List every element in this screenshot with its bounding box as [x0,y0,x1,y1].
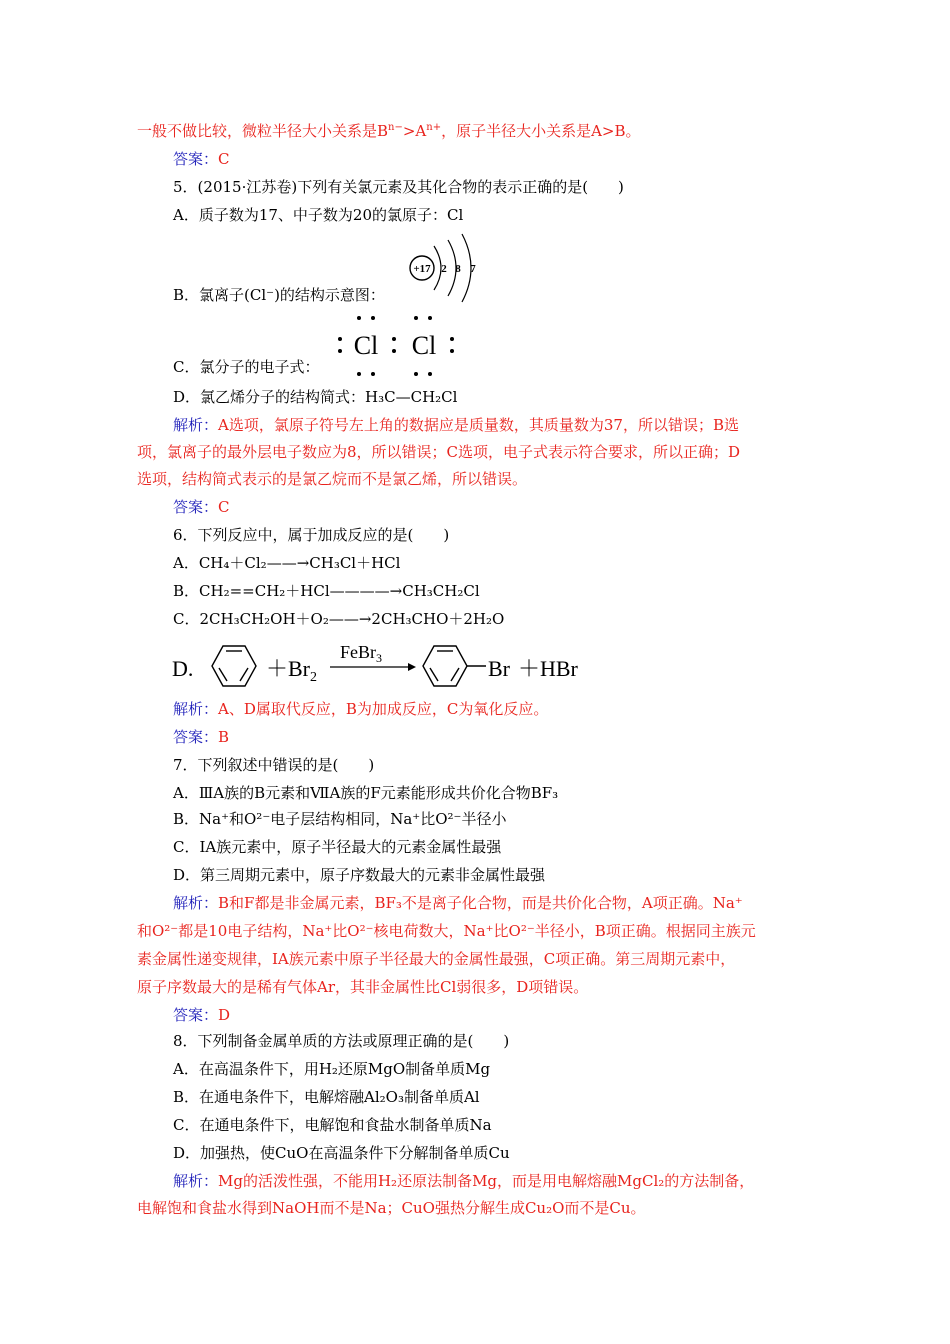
benzene-ring-reactant [212,646,256,686]
shell-2-electrons: 8 [455,263,461,275]
explanation-5-line-3: 选项，结构简式表示的是氯乙烷而不是氯乙烯，所以错误。 [137,470,528,488]
q6-option-a: A．CH₄＋Cl₂——→CH₃Cl＋HCl [173,554,401,572]
explanation-8: 解析：Mg的活泼性强，不能用H₂还原法制备Mg，而是用电解熔融MgCl₂的方法制备， [173,1172,755,1190]
shell-1-electrons: 2 [441,263,447,275]
answer-7: 答案：D [173,1006,231,1024]
shell-3-electrons: 7 [470,263,476,275]
q5-stem: 5．(2015·江苏卷)下列有关氯元素及其化合物的表示正确的是( ) [173,178,624,196]
q5-option-d: D．氯乙烯分子的结构简式：H₃C—CH₂Cl [173,388,458,406]
q7-option-b: B．Na⁺和O²⁻电子层结构相同，Na⁺比O²⁻半径小 [173,810,507,828]
answer-4: 答案：C [173,150,230,168]
explanation-7-line-4: 原子序数最大的是稀有气体Ar，其非金属性比Cl弱很多，D项错误。 [137,978,589,996]
explanation-continuation: 一般不做比较，微粒半径大小关系是$B^{n-}>A^{n+}$，原子半径大小关系是A>B。 [137,122,641,140]
nucleus-charge: +17 [413,263,431,275]
explanation-7-line-2: 和O²⁻都是10电子结构，Na⁺比O²⁻核电荷数大，Na⁺比O²⁻半径小，B项正确。根据同主族元 [137,922,756,940]
plus-hbr: ＋HBr [518,656,578,681]
q8-option-a: A．在高温条件下，用H₂还原MgO制备单质Mg [173,1060,491,1078]
explanation-5: 解析：A选项，氯原子符号左上角的数据应是质量数，其质量数为37，所以错误；B选 [173,416,739,434]
answer-6: 答案：B [173,728,230,746]
q7-option-a: A．ⅢA族的B元素和ⅦA族的F元素能形成共价化合物BF₃ [173,784,559,802]
cl-atom-right: Cl [411,331,437,360]
q5-option-a: A．质子数为17、中子数为20的氯原子：Cl [173,206,464,224]
answer-5: 答案：C [173,498,230,516]
q8-option-d: D．加强热，使CuO在高温条件下分解制备单质Cu [173,1144,510,1162]
plus-br2: $+Br_2$ [266,656,318,685]
shell-arc-1 [434,246,441,290]
q5-option-c: C．氯分子的电子式： [173,358,320,376]
reaction-arrowhead [408,663,416,671]
catalyst-febr3: FeBr$_3$ [340,642,382,665]
q8-option-b: B．在通电条件下，电解熔融Al₂O₃制备单质Al [173,1088,480,1106]
chlorine-electron-dot-formula [328,312,468,384]
explanation-6: 解析：A、D属取代反应，B为加成反应，C为氧化反应。 [173,700,549,718]
q6-option-b: B．CH₂==CH₂＋HCl————→CH₃CH₂Cl [173,582,480,600]
benzene-ring-product [423,646,486,686]
q8-stem: 8．下列制备金属单质的方法或原理正确的是( ) [173,1032,510,1050]
explanation-5-line-2: 项，氯离子的最外层电子数应为8，所以错误；C选项，电子式表示符合要求，所以正确；D [137,443,741,461]
q7-stem: 7．下列叙述中错误的是( ) [173,756,375,774]
q7-option-d: D．第三周期元素中，原子序数最大的元素非金属性最强 [173,866,546,884]
product-br: Br [488,656,510,681]
q5-option-b: B．氯离子(Cl⁻)的结构示意图： [173,286,385,304]
explanation-7-line-3: 素金属性递变规律，ⅠA族元素中原子半径最大的金属性最强，C项正确。第三周期元素中， [137,950,736,968]
q6-option-d-reaction [168,636,598,696]
explanation-8-line-2: 电解饱和食盐水得到NaOH而不是Na；CuO强热分解生成Cu₂O而不是Cu。 [137,1199,646,1217]
q6-stem: 6．下列反应中，属于加成反应的是( ) [173,526,450,544]
q8-option-c: C．在通电条件下，电解饱和食盐水制备单质Na [173,1116,492,1134]
q7-option-c: C．ⅠA族元素中，原子半径最大的元素金属性最强 [173,838,502,856]
chloride-ion-structure-diagram [404,232,494,304]
q6-option-c: C．2CH₃CH₂OH＋O₂——→2CH₃CHO＋2H₂O [173,610,505,628]
option-d-label: D. [172,656,194,681]
explanation-7: 解析：B和F都是非金属元素，BF₃不是离子化合物，而是共价化合物，A项正确。Na⁺ [173,894,743,912]
cl-atom-left: Cl [353,331,379,360]
